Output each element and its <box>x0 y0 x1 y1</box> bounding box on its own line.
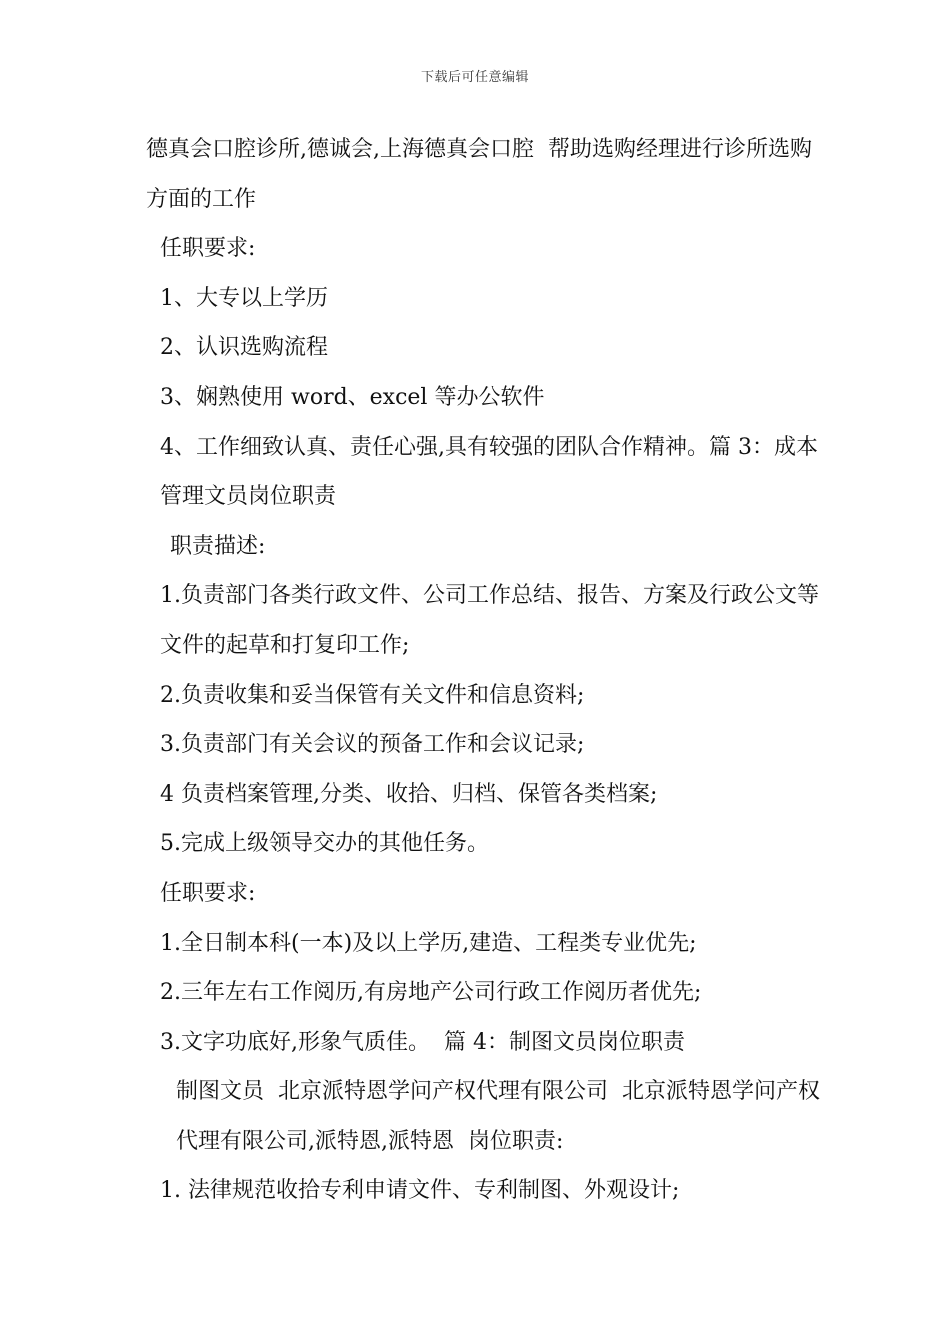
paragraph-drafting-clerk: 制图文员 北京派特恩学问产权代理有限公司 北京派特恩学问产权代理有限公司,派特恩,派特恩 岗位职责: <box>176 1079 820 1154</box>
list-item: 4、工作细致认真、责任心强,具有较强的团队合作精神。篇 3：成本管理文员岗位职责 <box>160 434 818 510</box>
list-item: 1、大专以上学历 <box>160 285 328 311</box>
list-item: 3.负责部门有关会议的预备工作和会议记录; <box>160 732 585 758</box>
list-item: 2.三年左右工作阅历,有房地产公司行政工作阅历者优先; <box>160 980 702 1006</box>
list-item: 5.完成上级领导交办的其他任务。 <box>160 831 489 857</box>
heading-requirements: 任职要求: <box>160 236 256 262</box>
list-item: 1. 法律规范收拾专利申请文件、专利制图、外观设计; <box>160 1178 680 1204</box>
heading-requirements: 任职要求: <box>160 880 256 906</box>
page-header: 下载后可任意编辑 <box>420 70 529 85</box>
list-item: 2、认识选购流程 <box>160 335 328 361</box>
list-item: 3、娴熟使用 word、excel 等办公软件 <box>160 384 545 410</box>
list-item: 1.全日制本科(一本)及以上学历,建造、工程类专业优先; <box>160 930 697 956</box>
list-item: 4 负责档案管理,分类、收拾、归档、保管各类档案; <box>160 781 658 807</box>
list-item: 3.文字功底好,形象气质佳。 篇 4：制图文员岗位职责 <box>160 1029 685 1055</box>
paragraph-intro: 德真会口腔诊所,德诚会,上海德真会口腔 帮助选购经理进行诊所选购方面的工作 <box>146 137 812 212</box>
heading-duties: 职责描述: <box>170 533 266 559</box>
list-item: 1.负责部门各类行政文件、公司工作总结、报告、方案及行政公文等文件的起草和打复印工作; <box>160 583 819 658</box>
document-body <box>146 125 826 1216</box>
list-item: 2.负责收集和妥当保管有关文件和信息资料; <box>160 682 585 708</box>
